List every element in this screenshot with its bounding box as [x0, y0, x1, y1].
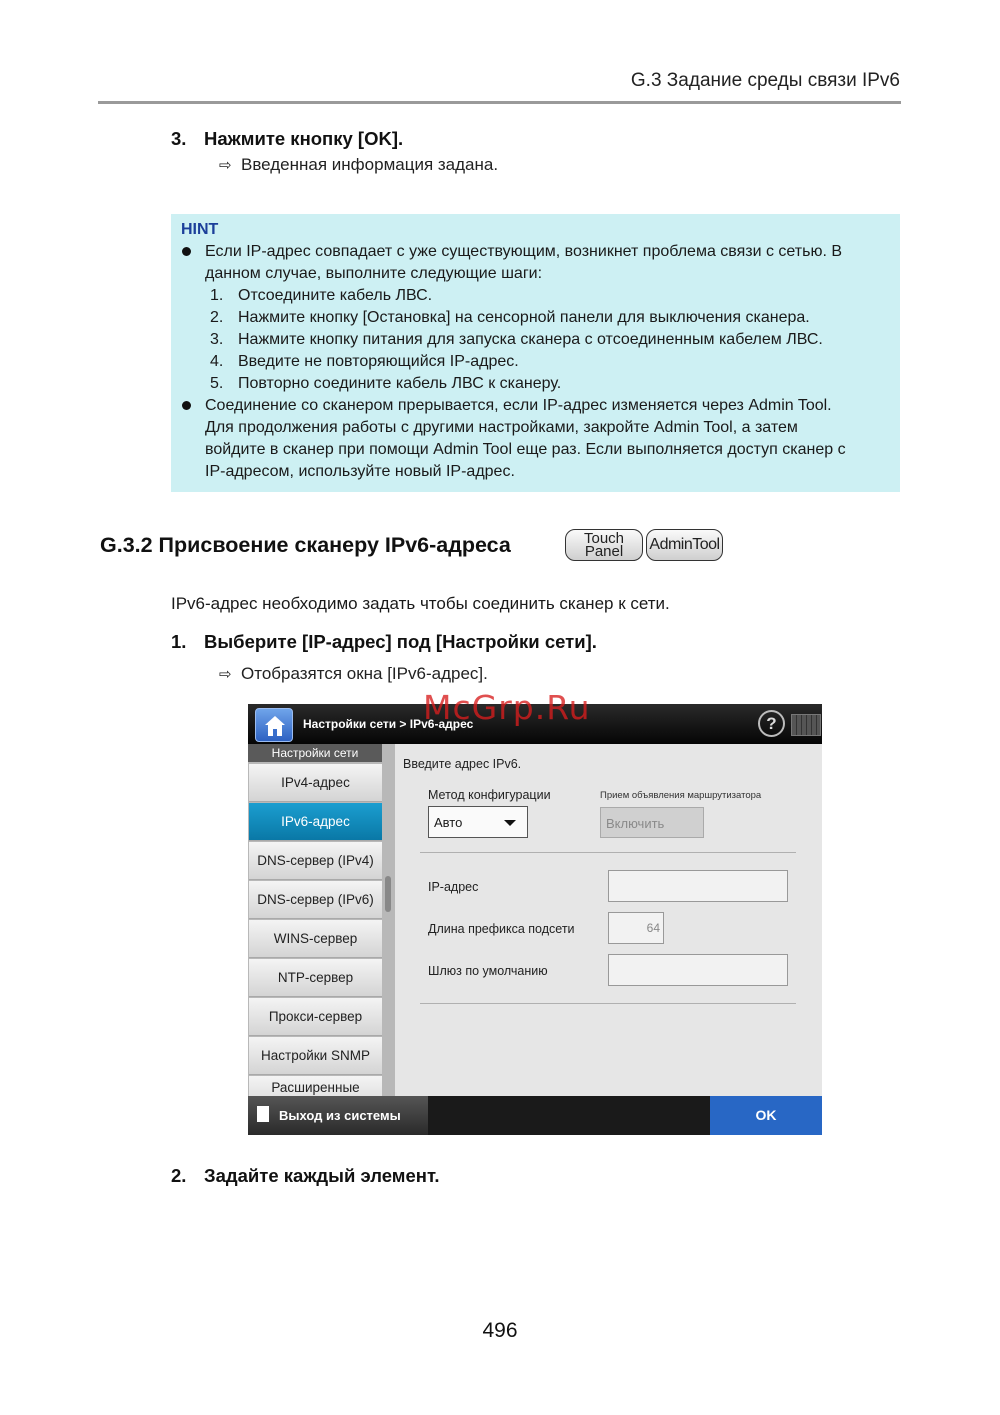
prefix-length-field[interactable]: 64 — [608, 912, 664, 944]
screen-bottom-bar — [248, 1096, 822, 1135]
help-icon[interactable]: ? — [758, 710, 785, 737]
logout-button[interactable] — [248, 1096, 428, 1135]
sidebar-item-advanced[interactable]: Расширенные — [249, 1076, 382, 1114]
settings-sidebar — [248, 744, 395, 1096]
home-icon — [264, 715, 286, 737]
step-1-heading — [171, 631, 597, 653]
logout-icon — [257, 1106, 269, 1122]
step-2-heading — [171, 1165, 440, 1187]
hint-bullet-2-line-4: IP-адресом, используйте новый IP-адрес. — [205, 463, 515, 480]
touch-panel-badge — [565, 529, 643, 561]
section-intro: IPv6-адрес необходимо задать чтобы соединить сканер к сети. — [171, 594, 670, 613]
router-adv-label: Прием объявления маршрутизатора — [600, 790, 762, 801]
breadcrumb: Настройки сети > IPv6-адрес — [303, 717, 474, 731]
step-1-number: 1. — [171, 631, 187, 652]
step-3-title: Нажмите кнопку [OK]. — [204, 128, 404, 149]
gateway-field[interactable] — [608, 954, 788, 986]
hint-label: HINT — [181, 221, 219, 238]
divider — [420, 1003, 796, 1004]
hint-box — [171, 214, 900, 492]
ok-button[interactable]: OK — [710, 1096, 822, 1135]
hint-substep-number: 1. — [210, 287, 224, 304]
step-2-title: Задайте каждый элемент. — [204, 1165, 440, 1186]
ip-label: IP-адрес — [428, 880, 479, 894]
hint-substep-text: Отсоедините кабель ЛВС. — [238, 287, 433, 304]
sidebar-item-snmp[interactable]: Настройки SNMP — [249, 1037, 382, 1075]
sidebar-header: Настройки сети — [248, 744, 382, 762]
divider — [420, 852, 796, 853]
result-arrow-icon: ⇨ — [219, 157, 232, 174]
step-3-number: 3. — [171, 128, 187, 149]
hint-bullet-1-line-2: данном случае, выполните следующие шаги: — [205, 265, 543, 282]
sidebar-item-ipv6[interactable]: IPv6-адрес — [249, 803, 382, 841]
step-2-number: 2. — [171, 1165, 187, 1186]
step-1-result-text: Отобразятся окна [IPv6-адрес]. — [241, 664, 488, 683]
sidebar-item-wins[interactable]: WINS-сервер — [249, 920, 382, 958]
hint-substep-number: 4. — [210, 353, 224, 370]
keyboard-icon[interactable] — [791, 714, 821, 736]
step-1-result — [219, 664, 488, 684]
prefix-label: Длина префикса подсети — [428, 922, 575, 936]
touch-panel-badge-line-1: Touch — [583, 530, 625, 547]
bullet-icon — [182, 401, 191, 410]
logout-label: Выход из системы — [279, 1108, 401, 1123]
hint-substep-text: Повторно соедините кабель ЛВС к сканеру. — [238, 375, 562, 392]
sidebar-item-proxy[interactable]: Прокси-сервер — [249, 998, 382, 1036]
scanner-screen — [248, 704, 822, 1135]
touch-panel-badge-line-2: Panel — [584, 543, 624, 560]
step-3-heading — [171, 128, 403, 150]
sidebar-scrollbar[interactable] — [385, 876, 391, 912]
header-rule — [98, 101, 901, 104]
hint-bullet-1-line-1: Если IP-адрес совпадает с уже существующим, возникнет проблема связи с сетью. В — [205, 243, 843, 260]
hint-substep-text: Нажмите кнопку питания для запуска сканера с отсоединенным кабелем ЛВС. — [238, 331, 823, 348]
hint-substep-number: 5. — [210, 375, 224, 392]
settings-content — [395, 744, 822, 1096]
admin-tool-badge: AdminTool — [646, 529, 723, 561]
section-title: G.3.2 Присвоение сканеру IPv6-адреса — [100, 533, 511, 557]
router-adv-toggle-label: Включить — [606, 816, 665, 831]
config-method-label: Метод конфигурации — [428, 788, 551, 802]
page-number: 496 — [482, 1319, 518, 1342]
hint-substep-number: 2. — [210, 309, 224, 326]
router-adv-toggle[interactable] — [600, 807, 704, 838]
hint-bullet-2-line-3: войдите в сканер при помощи Admin Tool еще раз. Если выполняется доступ сканер с — [205, 441, 846, 458]
gateway-label: Шлюз по умолчанию — [428, 964, 548, 978]
bullet-icon — [182, 247, 191, 256]
hint-bullet-2-line-2: Для продолжения работы с другими настройками, закройте Admin Tool, а затем — [205, 419, 798, 436]
step-1-title: Выберите [IP-адрес] под [Настройки сети]. — [204, 631, 597, 652]
sidebar-item-dns-ipv4[interactable]: DNS-сервер (IPv4) — [249, 842, 382, 880]
ip-address-field[interactable] — [608, 870, 788, 902]
home-button[interactable] — [255, 708, 293, 742]
hint-substep-number: 3. — [210, 331, 224, 348]
watermark: McGrp.Ru — [423, 688, 591, 727]
running-head: G.3 Задание среды связи IPv6 — [630, 70, 900, 91]
sidebar-item-ntp[interactable]: NTP-сервер — [249, 959, 382, 997]
hint-bullet-2-line-1: Соединение со сканером прерывается, если IP-адрес изменяется через Admin Tool. — [205, 397, 832, 414]
sidebar-item-ipv4[interactable]: IPv4-адрес — [249, 764, 382, 802]
config-method-select[interactable] — [428, 806, 528, 838]
result-arrow-icon: ⇨ — [219, 666, 232, 683]
step-3-result-text: Введенная информация задана. — [241, 155, 499, 174]
hint-substep-text: Нажмите кнопку [Остановка] на сенсорной панели для выключения сканера. — [238, 309, 810, 326]
chevron-down-icon — [504, 820, 516, 826]
prompt-text: Введите адрес IPv6. — [403, 757, 522, 771]
sidebar-item-dns-ipv6[interactable]: DNS-сервер (IPv6) — [249, 881, 382, 919]
step-3-result — [219, 155, 498, 175]
config-method-value: Авто — [434, 815, 463, 830]
hint-substep-text: Введите не повторяющийся IP-адрес. — [238, 353, 519, 370]
